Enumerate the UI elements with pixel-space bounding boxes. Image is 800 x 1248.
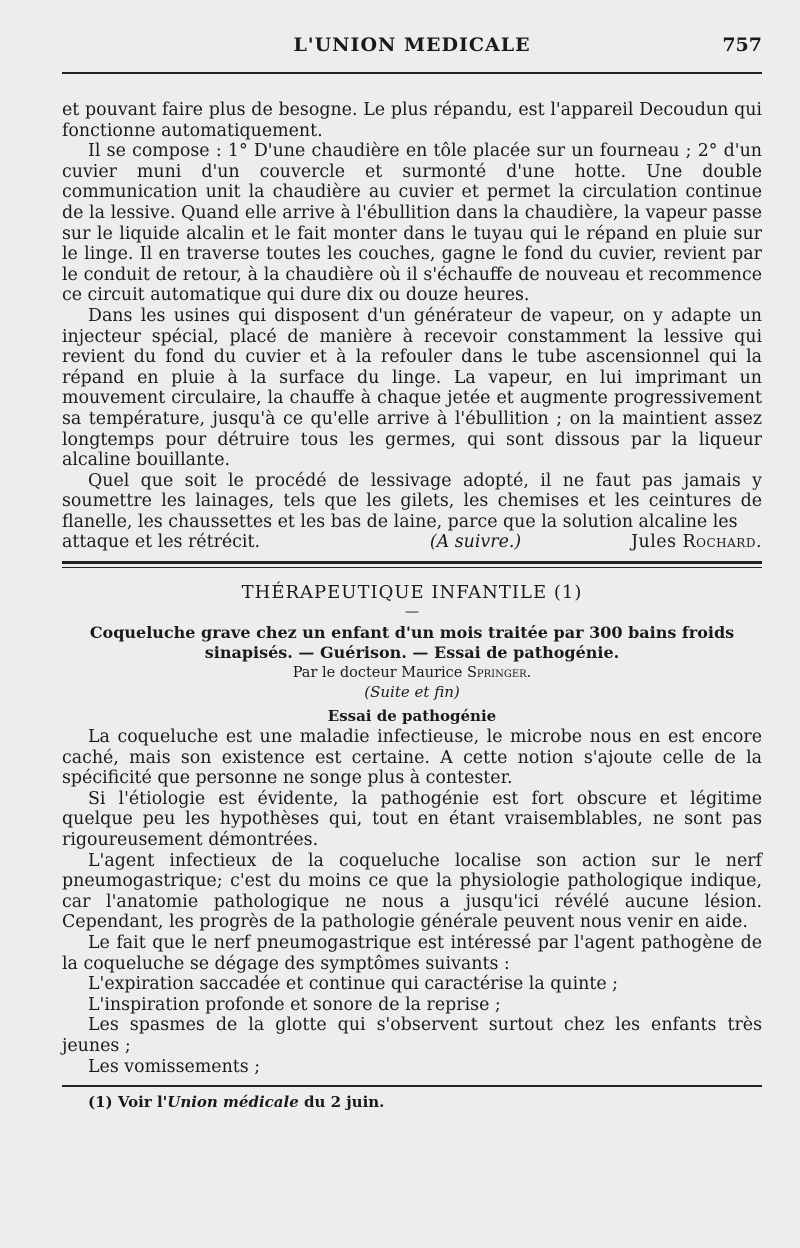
paragraph: Il se compose : 1° D'une chaudière en tôle placée sur un fourneau ; 2° d'un cuvier muni d'un couvercle et surmonté d'une hotte. Une double communication unit la chaudière au cuvier et permet la circulation continue de la lessive. Quand elle arrive à l'ébullition dans la chaudière, la vapeur passe sur le liquide alcalin et le fait monter dans le tuyau qui le répand en pluie sur le linge. Il en traverse toutes les couches, gagne le fond du cuvier, revient par le conduit de retour, à la chaudière où il s'échauffe de nouveau et recommence ce circuit automatique qui dure dix ou douze heures. xyxy=(62,141,762,306)
paragraph: La coqueluche est une maladie infectieuse, le microbe nous en est encore caché, mais son existence est certaine. A cette notion s'ajoute celle de la spécificité que personne ne songe plus à contester. xyxy=(62,727,762,789)
paragraph: Quel que soit le procédé de lessivage adopté, il ne faut pas jamais y soumettre les lainages, tels que les gilets, les chemises et les ceintures de flanelle, les chaussettes et les bas de laine, parce que la solution alcaline les xyxy=(62,470,762,532)
footnote-label: (1) Voir l' xyxy=(88,1093,168,1112)
author-last-name: Rochard. xyxy=(682,532,762,553)
author-signature xyxy=(631,532,762,553)
byline xyxy=(62,665,762,681)
page-number: 757 xyxy=(722,34,762,56)
signature-left-text: attaque et les rétrécit. xyxy=(62,532,260,553)
dash-separator: — xyxy=(405,604,419,621)
first-article-body xyxy=(62,100,762,553)
paragraph: et pouvant faire plus de besogne. Le plus répandu, est l'appareil Decoudun qui fonctionne automatiquement. xyxy=(62,100,762,141)
byline-author: Springer. xyxy=(466,665,532,682)
paragraph: L'agent infectieux de la coqueluche localise son action sur le nerf pneumogastrique; c'est du moins ce que la physiologie pathologique indique, car l'anatomie pathologique ne nous a jusqu'ici révélé aucune lésion. Cependant, les progrès de la pathologie générale peuvent nous venir en aide. xyxy=(62,850,762,933)
footnote-rest: du 2 juin. xyxy=(298,1093,385,1112)
page-header xyxy=(62,30,762,70)
signature-line xyxy=(62,532,762,553)
footnote xyxy=(62,1093,762,1111)
second-article-body xyxy=(62,727,762,1077)
paragraph: L'inspiration profonde et sonore de la reprise ; xyxy=(88,994,501,1015)
paragraph: Dans les usines qui disposent d'un générateur de vapeur, on y adapte un injecteur spécial, placé de manière à recevoir constamment la lessive qui revient du fond du cuvier et à la refouler dans le tube ascensionnel qui la répand en pluie à la surface du linge. La vapeur, en lui imprimant un mouvement circulaire, la chauffe à chaque jetée et augmente progressivement sa température, jusqu'à ce qu'elle arrive à l'ébullition ; on la maintient assez longtemps pour détruire tous les germes, qui sont dissous par la liqueur alcaline bouillante. xyxy=(62,305,762,471)
footnote-rule xyxy=(62,1085,762,1087)
paragraph: Les vomissements ; xyxy=(88,1056,261,1077)
byline-prefix: Par le docteur Maurice xyxy=(292,665,463,682)
section-title: THÉRAPEUTIQUE INFANTILE (1) xyxy=(241,582,583,604)
paragraph: Le fait que le nerf pneumogastrique est intéressé par l'agent pathogène de la coqueluche se dégage des symptômes suivants : xyxy=(62,933,762,974)
section-divider xyxy=(62,561,762,568)
article-title: Coqueluche grave chez un enfant d'un mois traitée par 300 bains froids sinapisés. — Guérison. — Essai de pathogénie. xyxy=(89,623,735,663)
running-title: L'UNION MEDICALE xyxy=(293,34,531,56)
suite-note: (A suivre.) xyxy=(429,532,522,553)
paragraph: L'expiration saccadée et continue qui caractérise la quinte ; xyxy=(88,974,618,995)
paragraph: Les spasmes de la glotte qui s'observent surtout chez les enfants très jeunes ; xyxy=(62,1015,762,1056)
footnote-journal: Union médicale xyxy=(167,1093,299,1112)
paragraph: Si l'étiologie est évidente, la pathogénie est fort obscure et légitime quelque peu les hypothèses qui, tout en étant vraisemblables, ne sont pas rigoureusement démontrées. xyxy=(62,788,762,851)
sub-heading: Essai de pathogénie xyxy=(327,707,497,726)
author-first-name: Jules xyxy=(631,532,677,553)
byline-sub: (Suite et fin) xyxy=(364,683,460,702)
header-rule xyxy=(62,72,762,74)
